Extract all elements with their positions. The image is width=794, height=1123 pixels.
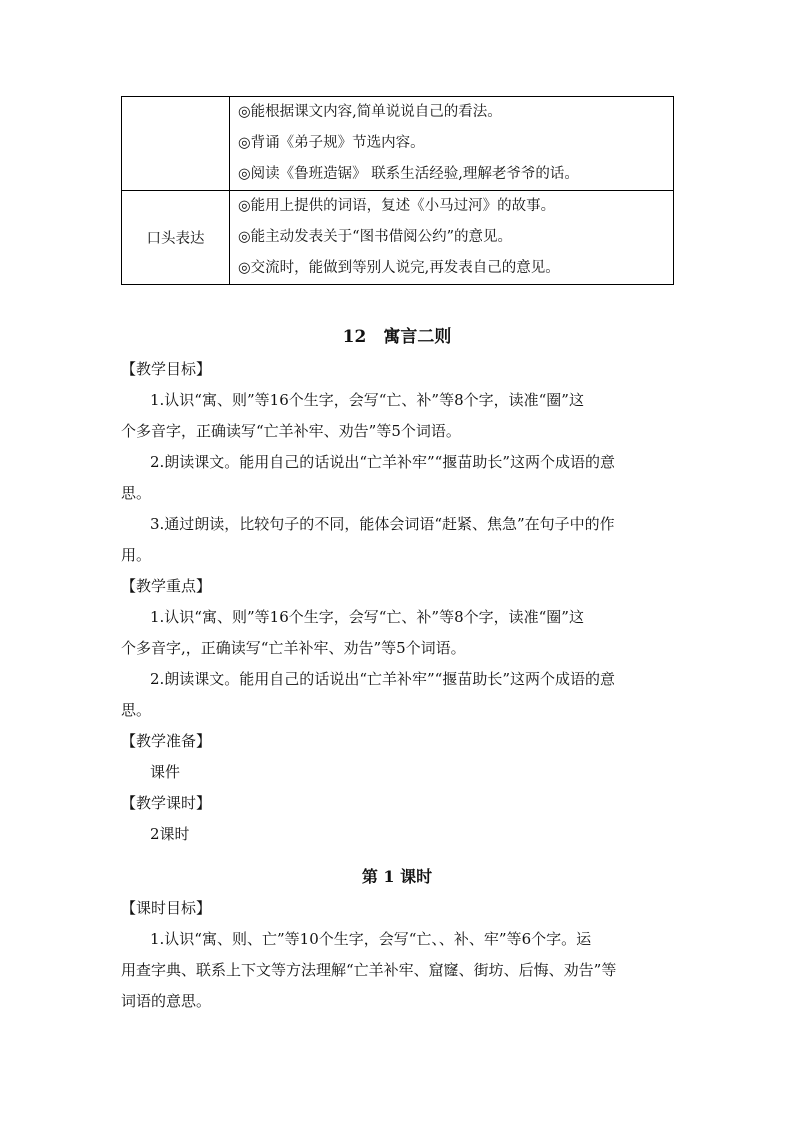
- table-item: ◎交流时，能做到等别人说完,再发表自己的意见。: [238, 260, 560, 276]
- period-goal-item: [121, 924, 674, 1017]
- table-items-cell: [230, 191, 674, 285]
- prep-heading: 【教学准备】: [121, 732, 212, 750]
- goal-line: 1.认识“寓、则”等16个生字，会写“亡、补”等8个字，读准“圈”这: [150, 391, 584, 409]
- period-title: 第 1 课时: [361, 867, 433, 886]
- period-goal-line: 用查字典、联系上下文等方法理解“亡羊补牢、窟窿、街坊、后悔、劝告”等: [121, 961, 617, 979]
- goal-line: 3.通过朗读，比较句子的不同，能体会词语“赶紧、焦急”在句子中的作: [150, 515, 615, 533]
- table-row: [122, 191, 674, 285]
- goal-line: 个多音字，正确读写“亡羊补牢、劝告”等5个词语。: [121, 422, 461, 440]
- table-row: [122, 97, 674, 191]
- key-point-line: 思。: [121, 701, 152, 719]
- table-item: ◎能根据课文内容,简单说说自己的看法。: [238, 104, 502, 120]
- table-item: ◎阅读《鲁班造锯》 联系生活经验,理解老爷爷的话。: [238, 166, 579, 182]
- key-points-heading: 【教学重点】: [121, 577, 212, 595]
- period-goal-line: 1.认识“寓、则、亡”等10个生字，会写“亡、、补、牢”等6个字。运: [150, 930, 592, 948]
- table-item: ◎能主动发表关于“图书借阅公约”的意见。: [238, 229, 512, 245]
- table-category-cell: [122, 97, 230, 191]
- hours-text: 2课时: [150, 825, 190, 843]
- table-item: ◎能用上提供的词语，复述《小马过河》的故事。: [238, 198, 556, 214]
- key-point-line: 1.认识“寓、则”等16个生字，会写“亡、补”等8个字，读准“圈”这: [150, 608, 584, 626]
- table-category-cell: 口头表达: [122, 191, 230, 285]
- goal-item: [121, 385, 674, 447]
- hours-heading: 【教学课时】: [121, 794, 212, 812]
- goals-table: [121, 96, 674, 285]
- prep-text: 课件: [150, 763, 181, 781]
- key-point-item: [121, 602, 674, 664]
- goal-line: 2.朗读课文。能用自己的话说出“亡羊补牢”“揠苗助长”这两个成语的意: [150, 453, 615, 471]
- goal-line: 用。: [121, 546, 152, 564]
- table-items-cell: [230, 97, 674, 191]
- lesson-title: 12 寓言二则: [342, 327, 452, 347]
- key-point-line: 2.朗读课文。能用自己的话说出“亡羊补牢”“揠苗助长”这两个成语的意: [150, 670, 615, 688]
- period-goals-heading: 【课时目标】: [121, 899, 212, 917]
- key-point-line: 个多音字,，正确读写“亡羊补牢、劝告”等5个词语。: [121, 639, 466, 657]
- table-item: ◎背诵《弟子规》节选内容。: [238, 135, 425, 151]
- period-goal-line: 词语的意思。: [121, 992, 212, 1010]
- goal-item: [121, 447, 674, 509]
- goal-item: [121, 509, 674, 571]
- goals-heading: 【教学目标】: [121, 360, 212, 378]
- key-point-item: [121, 664, 674, 726]
- goal-line: 思。: [121, 484, 152, 502]
